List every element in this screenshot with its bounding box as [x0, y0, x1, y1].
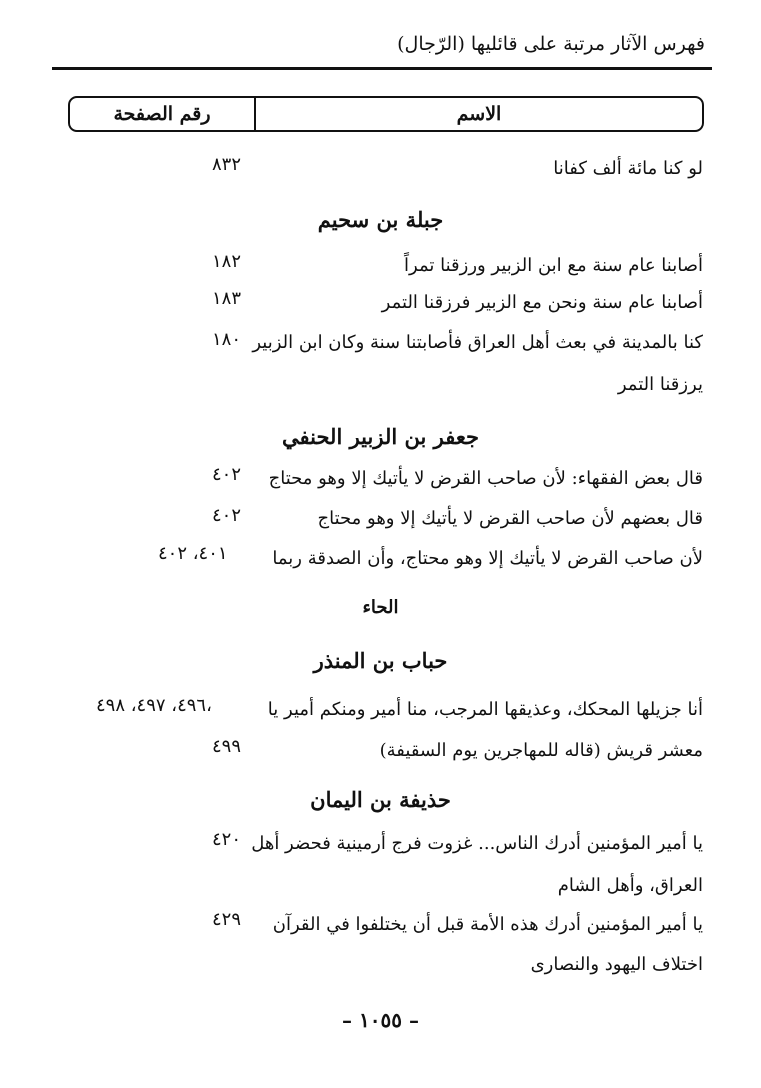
entry-text: كنا بالمدينة في بعث أهل العراق فأصابتنا سنة وكان ابن الزبير [252, 332, 703, 353]
narrator-heading: جعفر بن الزبير الحنفي [282, 424, 479, 449]
column-header-page: رقم الصفحة [113, 103, 211, 125]
entry-text: يرزقنا التمر [617, 374, 703, 395]
entry-page: ٤٢٩ [212, 909, 242, 930]
header-rule [52, 67, 712, 70]
entry-text: يا أمير المؤمنين أدرك الناس... غزوت فرج أرمينية فحضر أهل [251, 833, 703, 854]
entry-text: لأن صاحب القرض لا يأتيك إلا وهو محتاج، وأن الصدقة ربما [272, 548, 703, 569]
table-header [68, 96, 704, 132]
entry-page: ١٨٢ [212, 251, 242, 272]
entry-text: اختلاف اليهود والنصارى [530, 954, 703, 975]
narrator-heading: جبلة بن سحيم [317, 207, 444, 232]
entry-page: ١٨٣ [212, 288, 242, 309]
entry-text: أصابنا عام سنة مع ابن الزبير ورزقنا تمراً [404, 255, 703, 276]
entry-page: ٤٠٢ [212, 505, 242, 526]
entry-text: العراق، وأهل الشام [557, 875, 703, 896]
entry-text: معشر قريش (قاله للمهاجرين يوم السقيفة) [379, 740, 703, 761]
entry-text: قال بعضهم لأن صاحب القرض لا يأتيك إلا وهو محتاج [317, 508, 703, 529]
entry-page: ٤٩٦، ٤٩٧، ٤٩٨، [96, 695, 212, 716]
entry-text: لو كنا مائة ألف كفانا [553, 158, 703, 179]
page-number: – ١٠٥٥ – [342, 1008, 419, 1032]
entry-text: يا أمير المؤمنين أدرك هذه الأمة قبل أن يختلفوا في القرآن [272, 914, 703, 935]
entry-text: أنا جزيلها المحكك، وعذيقها المرجب، منا أمير ومنكم أمير يا [267, 699, 703, 720]
running-head: فهرس الآثار مرتبة على قائليها (الرّجال) [397, 33, 705, 55]
narrator-heading: حباب بن المنذر [313, 648, 448, 673]
column-header-name: الاسم [254, 98, 702, 130]
entry-page: ٨٣٢ [212, 154, 242, 175]
entry-page: ٤٩٩ [212, 736, 242, 757]
entry-text: أصابنا عام سنة ونحن مع الزبير فرزقنا التمر [381, 292, 703, 313]
entry-page: ٤٠٢ [212, 464, 242, 485]
entry-page: ٤٢٠ [212, 829, 242, 850]
entry-page: ٤٠١، ٤٠٢ [158, 543, 228, 564]
entry-page: ١٨٠ [212, 329, 242, 350]
narrator-heading: حذيفة بن اليمان [310, 787, 451, 812]
section-heading: الحاء [362, 597, 399, 618]
entry-text: قال بعض الفقهاء: لأن صاحب القرض لا يأتيك إلا وهو محتاج [268, 468, 703, 489]
